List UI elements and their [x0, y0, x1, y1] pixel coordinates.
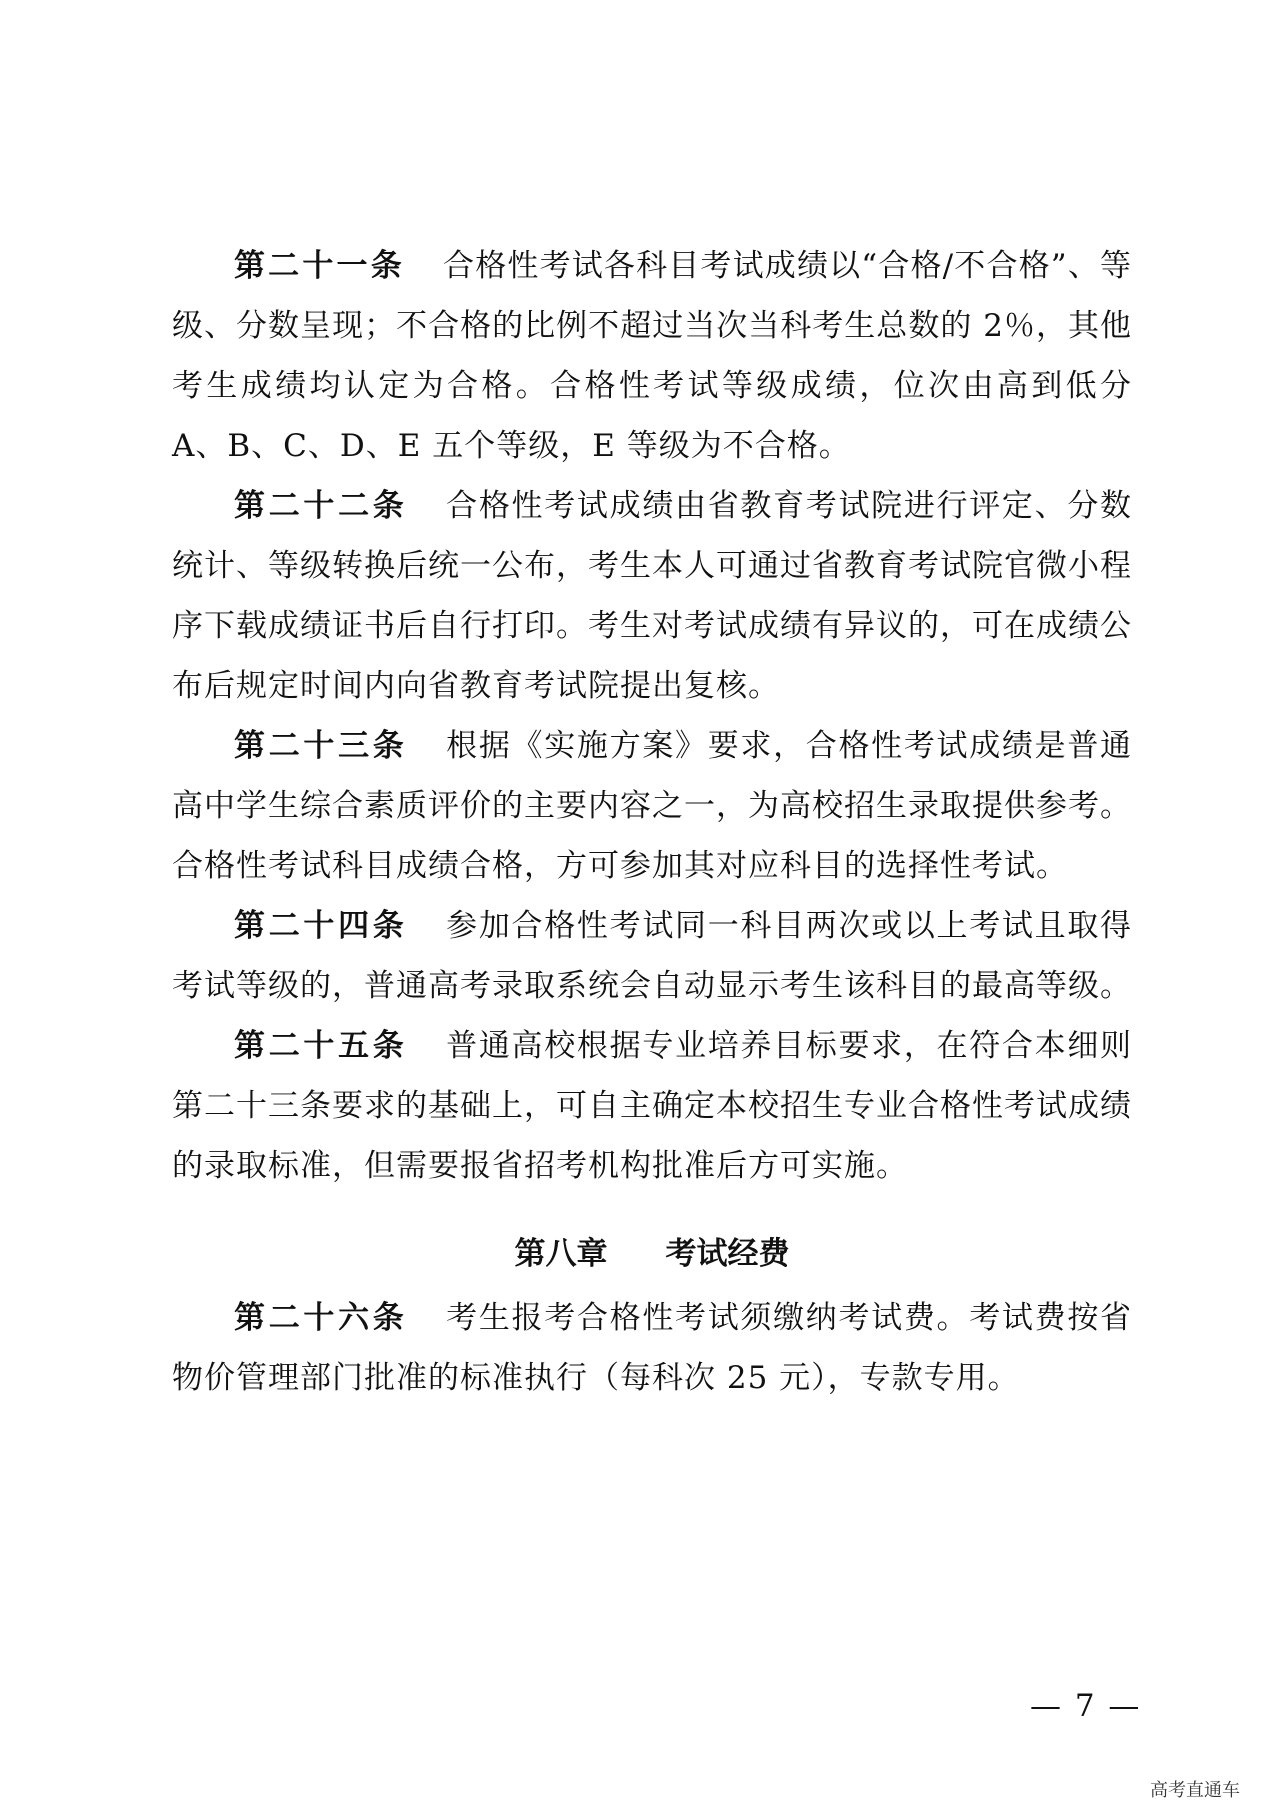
article-25 — [172, 1016, 1132, 1196]
article-number: 第二十六条 — [234, 1300, 408, 1336]
watermark: 高考直通车 — [1150, 1780, 1240, 1801]
article-text: 参加合格性考试同一科目两次或以上考试且取得考试等级的，普通高考录取系统会自动显示考生该科目的最高等级。 — [172, 908, 1133, 1004]
article-number: 第二十三条 — [234, 728, 408, 764]
article-text: 合格性考试各科目考试成绩以“合格/不合格”、等级、分数呈现；不合格的比例不超过当次当科考生总数的 2％，其他考生成绩均认定为合格。合格性考试等级成绩，位次由高到低分 A、B、C、D、E 五个等级，E 等级为不合格。 — [172, 248, 1133, 464]
article-text: 合格性考试成绩由省教育考试院进行评定、分数统计、等级转换后统一公布，考生本人可通过省教育考试院官微小程序下载成绩证书后自行打印。考生对考试成绩有异议的，可在成绩公布后规定时间内向省教育考试院提出复核。 — [172, 488, 1133, 704]
document-body — [172, 236, 1132, 1408]
article-24 — [172, 896, 1132, 1016]
article-number: 第二十一条 — [234, 248, 405, 284]
article-text: 普通高校根据专业培养目标要求，在符合本细则第二十三条要求的基础上，可自主确定本校招生专业合格性考试成绩的录取标准，但需要报省招考机构批准后方可实施。 — [172, 1028, 1133, 1184]
article-number: 第二十四条 — [234, 908, 408, 944]
article-22 — [172, 476, 1132, 716]
article-number: 第二十二条 — [234, 488, 408, 524]
chapter-title: 考试经费 — [665, 1236, 790, 1272]
article-text: 根据《实施方案》要求，合格性考试成绩是普通高中学生综合素质评价的主要内容之一，为高校招生录取提供参考。合格性考试科目成绩合格，方可参加其对应科目的选择性考试。 — [172, 728, 1133, 884]
page-number: — 7 — — [1030, 1688, 1142, 1724]
chapter-number: 第八章 — [514, 1236, 608, 1272]
chapter-heading — [172, 1224, 1132, 1284]
article-number: 第二十五条 — [234, 1028, 408, 1064]
article-21 — [172, 236, 1132, 476]
article-26 — [172, 1288, 1132, 1408]
article-23 — [172, 716, 1132, 896]
article-text: 考生报考合格性考试须缴纳考试费。考试费按省物价管理部门批准的标准执行（每科次 25 元），专款专用。 — [172, 1300, 1133, 1396]
